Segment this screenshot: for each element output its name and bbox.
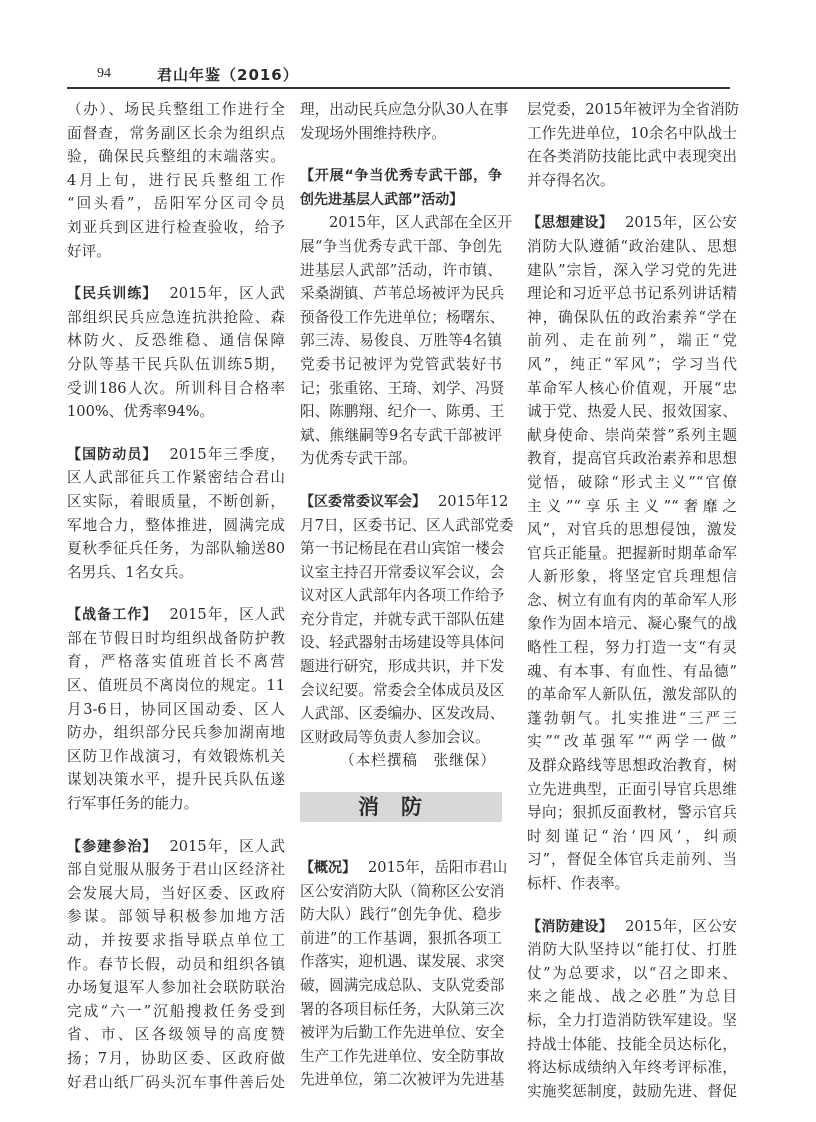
paragraph [67,835,285,1095]
line-text: 觉悟，破除“形式主义”“官僚 [527,473,737,491]
text-line [527,329,737,353]
line-text: 为优秀专武干部。 [300,450,417,468]
line-text: 斌、熊继嗣等9名专武干部被评 [300,426,502,444]
text-line [527,962,737,986]
line-text: 议室主持召开常委议军会议，会 [300,563,505,581]
running-title: 君山年鉴（2016） [157,66,299,84]
header-rule [67,87,730,89]
text-line [300,880,505,904]
text-line [300,903,502,927]
text-line [300,447,502,471]
text-line [527,98,740,122]
line-text: 林防火、反恐维稳、通信保障 [67,332,285,350]
text-line [67,561,285,585]
text-line [300,490,509,514]
line-text: 诚于党、热爱人民、报效国家、 [527,403,737,421]
text-line [300,702,505,726]
paragraph [67,282,285,424]
text-line [527,353,737,377]
text-line [67,1023,285,1047]
line-text: 时刻谨记“治‘四风’，纠顽 [527,827,737,845]
line-text: 记；张重铭、王琦、刘学、冯贤 [300,379,505,397]
text-line [527,612,737,636]
line-text: 区公安消防大队（简称区公安消 [300,882,505,900]
line-text: 2015年，岳阳市君山 [368,859,508,877]
text-line [527,660,737,684]
line-text: 蓬勃朝气。扎实推进“三严三 [527,709,737,727]
text-line [527,636,737,660]
line-text: 破，圆满完成总队、支队党委部 [300,977,505,994]
line-text: 完成“六一”沉船搜救任务受到 [67,1002,285,1020]
paragraph [300,164,513,471]
paragraph [300,490,514,773]
text-line [67,537,285,561]
column-2 [300,98,514,1111]
line-text: 分队等基干民兵队伍训练5期， [67,355,285,373]
text-line [300,679,505,703]
column-1 [67,98,285,1113]
text-line [300,655,505,679]
text-line [67,603,285,627]
line-text: 主义”“享乐主义”“奢靡之 [527,497,737,515]
line-text: 2015年，区人武 [169,606,286,624]
text-line [67,400,285,424]
text-line [67,98,285,122]
line-text: 预备役工作先进单位；杨曙东、 [300,308,505,326]
line-text: 官兵正能量。把握新时期革命军 [527,544,737,562]
line-text: 受训186人次。所训科目合格率 [67,379,285,397]
line-text: 念、树立有血有肉的革命军人形 [527,591,737,609]
text-line [300,1021,505,1045]
text-line [67,953,285,977]
text-line [527,730,737,754]
paragraph-heading: 【国防动员】 [67,446,158,463]
line-text: 生产工作先进单位、安全防事故 [300,1047,505,1065]
paragraph-heading: 【消防建设】 [527,918,614,935]
line-text: 设、轻武器射击场建设等具体问 [300,634,505,652]
line-text: 建队”宗旨，深入学习党的先进 [527,261,737,279]
line-text: “回头看”，岳阳军分区司令员 [67,195,285,213]
line-text: 月7日，区委书记、区人武部党委 [300,516,514,534]
text-line [67,443,285,467]
text-line [527,1033,737,1057]
text-line [300,584,505,608]
line-text: 象作为固本培元、凝心聚气的战 [527,615,737,633]
text-line [67,835,285,859]
line-text: 防办，组织部分民兵参加湖南地 [67,724,285,742]
text-line [67,490,285,514]
text-line [67,929,285,953]
text-line [67,353,285,377]
text-line [300,329,502,353]
line-text: 消防大队遵循“政治建队、思想 [527,237,737,255]
text-line [527,1009,737,1033]
text-line [300,631,505,655]
text-line [300,400,505,424]
line-text: 标杆、作表率。 [527,875,630,892]
line-text: 略性工程，努力打造一支“有灵 [527,639,737,657]
line-text: 实”“改革强军”“两学一做” [527,733,737,751]
line-text: 工作先进单位，10余名中队战士 [527,124,737,142]
line-text: 先进单位，第二次被评为先进基 [300,1071,505,1089]
text-line [67,674,285,698]
line-text: 作落实，迎机遇、谋发展、求突 [300,953,505,971]
text-line [527,683,737,707]
text-line [300,306,505,330]
text-line [527,518,737,542]
text-line [527,377,737,401]
paragraph-heading: 【民兵训练】 [67,286,158,303]
line-text: 导向；狠抓反面教材，警示官兵 [527,804,737,822]
paragraph [527,211,737,895]
text-line [527,542,737,566]
text-line [67,514,285,538]
paragraph [67,98,285,263]
text-line [67,192,285,216]
line-text: 参谋。部领导积极参加地方活 [67,908,285,926]
paragraph [67,603,285,815]
text-line [67,627,285,651]
line-text: 理，出动民兵应急分队30人在事 [300,101,509,118]
line-text: 标，全力打造消防铁军建设。坚 [527,1011,737,1029]
text-line [527,778,737,802]
line-text: 将达标成绩纳入年终考评标准， [527,1059,737,1077]
line-text: 层党委，2015年被评为全省消防 [527,101,740,118]
line-text: 并夺得名次。 [527,171,615,189]
line-text: 部自觉服从服务于君山区经济社 [67,861,285,879]
paragraph-heading: 【概况】 [300,860,356,877]
paragraph [300,856,508,1092]
line-text: 立先进典型，正面引导官兵思维 [527,780,737,798]
line-text: 发现场外围维持秩序。 [300,124,446,142]
line-text: 来之能战、战之必胜”为总目 [527,988,737,1006]
paragraph-heading-line [300,188,502,212]
line-text: 党委书记被评为党管武装好书 [300,355,502,373]
line-text: 充分肯定，并就专武干部队伍建 [300,610,505,628]
paragraph-heading: 【开展“争当优秀专武干部，争 [300,168,502,185]
line-text: 育，严格落实值班首长不离营 [67,653,285,671]
line-text: 习”，督促全体官兵走前列、当 [527,851,737,869]
paragraph-heading: 【参建参治】 [67,838,158,855]
text-line [527,938,737,962]
text-line [527,1056,737,1080]
text-line [527,211,737,235]
text-line [527,589,737,613]
line-text: 验，确保民兵整组的末端落实。 [67,148,285,166]
text-line [300,424,502,448]
text-line [300,235,502,259]
text-line [527,306,737,330]
line-text: 部组织民兵应急连抗洪抢险、森 [67,308,285,326]
text-line [300,259,502,283]
text-line [67,466,285,490]
line-text: 100%、优秀率94%。 [67,403,215,421]
text-line [300,353,502,377]
line-text: 区财政局等负责人参加会议。 [300,728,490,746]
text-line [67,745,285,769]
line-text: 2015年，区人武 [169,837,286,855]
line-text: 区实际，着眼质量，不断创新， [67,492,285,510]
line-text: 风”，纯正“军风”；学习当代 [527,355,737,373]
paragraph-heading-line [300,164,502,188]
text-line [527,825,737,849]
text-line [67,882,285,906]
text-line [527,707,737,731]
line-text: 仗”为总要求，以“召之即来、 [527,964,737,982]
text-line [300,561,505,585]
text-line [527,872,737,896]
text-line [300,856,508,880]
text-line [527,985,737,1009]
text-line [527,447,737,471]
line-text: （办）、场民兵整组工作进行全 [67,101,285,118]
author-credit: （本栏撰稿 张继保） [340,752,496,770]
line-text: 4月上旬，进行民兵整组工作 [67,171,285,189]
line-text: 军地合力，整体推进，圆满完成 [67,516,285,534]
text-line [527,145,737,169]
line-text: 会议纪要。常委会全体成员及区 [300,681,505,699]
text-line [300,726,502,750]
paragraph [527,98,740,192]
text-line [67,905,285,929]
line-text: 2015年三季度， [169,445,286,463]
text-line [527,471,737,495]
paragraph [527,915,737,1104]
text-line [300,974,505,998]
text-line [300,998,505,1022]
text-line [300,1045,505,1069]
text-line [527,122,737,146]
line-text: 行军事任务的能力。 [67,795,199,813]
running-header [67,64,730,86]
text-line [300,122,502,146]
line-text: 名男兵、1名女兵。 [67,563,194,581]
text-line [527,848,737,872]
paragraph-heading: 【区委常委议军会】 [300,493,426,510]
line-text: 谋划决策水平，提升民兵队伍遂 [67,771,285,789]
line-text: 消防大队坚持以“能打仗、打胜 [527,941,737,959]
paragraph-heading: 创先进基层人武部”活动】 [300,191,464,208]
line-text: 实施奖惩制度，鼓励先进、督促 [527,1082,737,1100]
text-line [300,377,505,401]
line-text: 郭三涛、易俊良、万胜等4名镇 [300,332,502,350]
line-text: 阳、陈鹏翔、纪介一、陈勇、王 [300,403,505,421]
text-line [527,754,737,778]
line-text: 扬；7月，协助区委、区政府做 [67,1049,285,1067]
text-line [527,259,737,283]
line-text: 神，确保队伍的政治素养“学在 [527,308,737,326]
line-text: 风”，对官兵的思想侵蚀，激发 [527,521,737,539]
line-text: 采桑湖镇、芦苇总场被评为民兵 [300,285,505,303]
line-text: 部在节假日时均组织战备防护教 [67,629,285,647]
line-text: 被评为后勤工作先进单位、安全 [300,1024,505,1042]
line-text: 2015年12 [438,492,509,510]
text-line [67,329,285,353]
line-text: 2015年，区人武部在全区开 [329,214,513,232]
paragraph-heading: 【思想建设】 [527,215,614,232]
line-text: 好评。 [67,242,111,260]
line-text: 第一书记杨昆在君山宾馆一楼会 [300,540,505,558]
text-line [67,768,285,792]
line-text: 动，并按要求指导联点单位工 [67,932,285,949]
text-line [67,698,285,722]
line-text: 理论和习近平总书记系列讲话精 [527,285,737,303]
text-line [67,1000,285,1024]
text-line [300,282,505,306]
line-text: 2015年，区公安 [625,214,738,232]
text-line [300,927,502,951]
text-line [527,565,737,589]
line-text: 区、值班员不离岗位的规定。11 [67,677,285,695]
text-line [67,282,285,306]
text-line [527,400,737,424]
text-line [67,650,285,674]
line-text: 省、市、区各级领导的高度赞 [67,1026,285,1044]
text-line [67,240,285,264]
text-line [67,145,285,169]
text-line [300,514,514,538]
section-banner: 消防 [300,792,502,822]
line-text: 教育，提高官兵政治素养和思想 [527,450,737,468]
page-number: 94 [97,66,111,81]
text-line [67,122,285,146]
text-line [300,98,509,122]
text-line [67,858,285,882]
line-text: 署的各项目标任务，大队第三次 [300,1000,505,1018]
line-text: 前列、走在前列”，端正“党 [527,332,737,350]
line-text: 区防卫作战演习，有效锻炼机关 [67,747,285,765]
text-line [67,377,285,401]
text-line [527,282,737,306]
text-line [527,169,737,193]
text-line [527,915,737,939]
text-line [67,792,285,816]
text-line [300,608,505,632]
text-line [300,211,513,235]
text-line [527,801,737,825]
line-text: 人武部、区委编办、区发改局、 [300,705,505,723]
line-text: 魂、有本事、有血性、有品德” [527,662,737,680]
line-text: 及群众路线等思想政治教育，树 [527,757,737,775]
line-text: 持战士体能、技能全员达标化， [527,1035,737,1053]
text-line [527,424,737,448]
line-text: 好君山纸厂码头沉车事件善后处 [67,1073,285,1091]
line-text: 办场复退军人参加社会联防联治 [67,979,285,997]
text-line [300,1068,505,1092]
paragraph [300,98,509,145]
text-line [300,950,505,974]
line-text: 人新形象，将坚定官兵理想信 [527,568,737,586]
line-text: 议对区人武部年内各项工作给予 [300,587,505,605]
text-line [67,216,285,240]
line-text: 月3-6日，协同区国动委、区人 [67,700,285,718]
text-line [527,235,737,259]
line-text: 展“争当优秀专武干部、争创先 [300,237,502,255]
paragraph-heading: 【战备工作】 [67,607,158,624]
text-line [67,721,285,745]
text-line [67,169,285,193]
paragraph [67,443,285,585]
line-text: 夏秋季征兵任务，为部队输送80 [67,540,285,558]
text-line [527,495,737,519]
line-text: 2015年，区人武 [169,285,286,303]
text-line [527,1080,737,1104]
line-text: 面督查，常务副区长余为组织点 [67,124,285,142]
line-text: 会发展大局，当好区委、区政府 [67,884,285,902]
column-3 [527,98,740,1122]
line-text: 进基层人武部”活动，许市镇、 [300,261,502,279]
line-text: 刘亚兵到区进行检查验收，给予 [67,218,285,236]
line-text: 作。春节长假，动员和组织各镇 [67,955,285,973]
text-line [300,537,505,561]
line-text: 2015年，区公安 [625,917,738,935]
line-text: 革命军人核心价值观，开展“忠 [527,379,737,397]
line-text: 前进”的工作基调，狠抓各项工 [300,929,502,947]
text-line [67,1071,285,1095]
text-line [67,306,285,330]
line-text: 区人武部征兵工作紧密结合君山 [67,469,285,487]
line-text: 题进行研究，形成共识，并下发 [300,658,505,676]
text-line [67,1047,285,1071]
text-line [67,976,285,1000]
line-text: 防大队）践行“创先争优、稳步 [300,906,502,924]
line-text: 的革命军人新队伍，激发部队的 [527,686,737,704]
line-text: 献身使命、崇尚荣誉”系列主题 [527,426,737,444]
line-text: 在各类消防技能比武中表现突出 [527,148,737,166]
